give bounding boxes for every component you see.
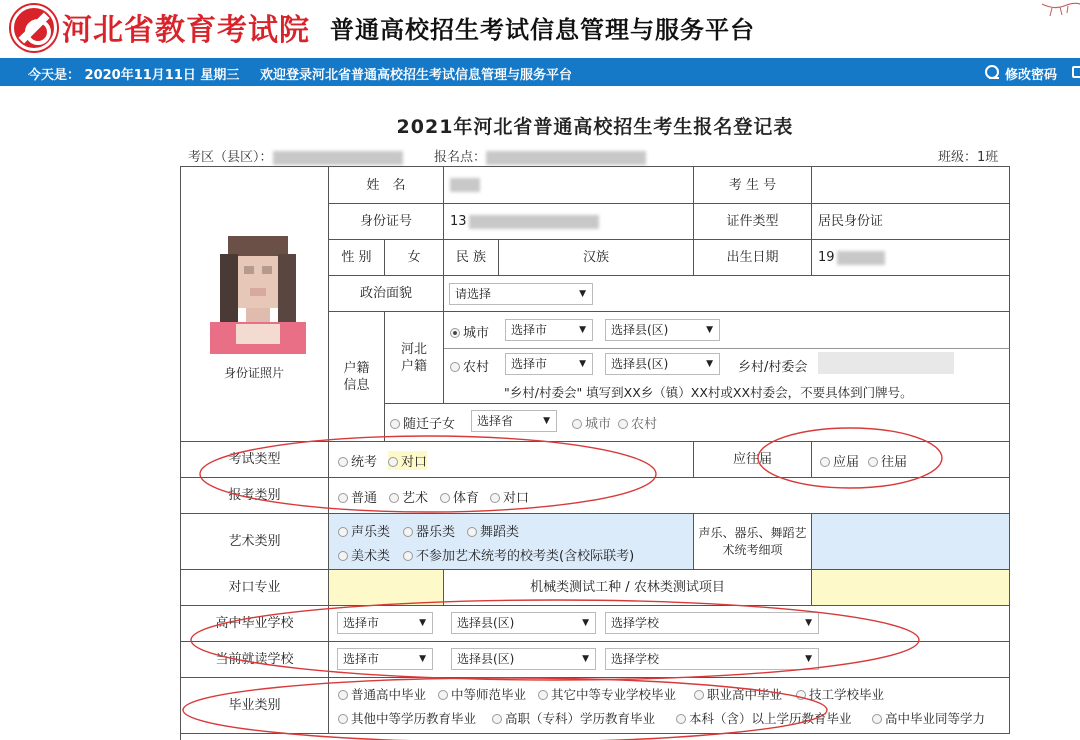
site-header (0, 0, 1080, 56)
politics-select[interactable]: 请选择 ▼ (449, 283, 593, 305)
cert-type-label: 证件类型 (694, 204, 812, 240)
art-detail-label: 声乐、器乐、舞蹈艺术统考细项 (694, 514, 812, 570)
birth-label: 出生日期 (694, 240, 812, 276)
city-select-county[interactable]: 选择县(区) ▼ (605, 319, 720, 341)
village-label: 乡村/村委会 (738, 360, 808, 375)
village-input[interactable] (818, 352, 954, 374)
site-label: 报名点： (434, 150, 487, 165)
change-password-link[interactable]: 修改密码 (1005, 68, 1058, 83)
grad-option-4[interactable]: 技工学校毕业 (796, 685, 884, 703)
art-option-2[interactable]: 舞蹈类 (467, 521, 519, 540)
grad-option-6[interactable]: 高职（专科）学历教育毕业 (492, 709, 655, 727)
hukou-rural-radio[interactable]: 农村 (450, 356, 489, 375)
category-option-3[interactable]: 对口 (490, 487, 529, 506)
art-label: 艺术类别 (181, 514, 329, 570)
grad-option-1[interactable]: 中等师范毕业 (438, 685, 526, 703)
site-value-redacted (486, 151, 646, 165)
city-select-city[interactable]: 选择市 ▼ (505, 319, 593, 341)
org-name: 河北省教育考试院 (62, 13, 310, 48)
vocational-test-cell[interactable] (812, 570, 1010, 606)
grad-type-label: 毕业类别 (181, 678, 329, 734)
grad-option-7[interactable]: 本科（含）以上学历教育毕业 (676, 709, 852, 727)
nation-label: 民 族 (444, 240, 499, 276)
photo-label: 身份证照片 (223, 366, 284, 380)
current-city-select[interactable]: 选择市 ▼ (337, 648, 433, 670)
info-bar (0, 58, 1080, 86)
migrant-radio[interactable]: 随迁子女 (390, 413, 455, 432)
site-info (434, 146, 646, 165)
welcome-text: 欢迎登录河北省普通高校招生考试信息管理与服务平台 (260, 68, 573, 83)
exam-type-option-1[interactable]: 对口 (388, 451, 427, 470)
hs-grad-label: 高中毕业学校 (181, 606, 329, 642)
hukou-label: 户籍信息 (329, 312, 385, 442)
hs-grad-county-select[interactable]: 选择县(区) ▼ (451, 612, 596, 634)
class-label: 班级：1班 (938, 150, 999, 165)
county-label: 考区（县区）： (188, 150, 273, 165)
branch-decoration-icon (1040, 0, 1080, 20)
vocational-test-label: 机械类测试工种 / 农林类测试项目 (444, 570, 812, 606)
rural-select-city[interactable]: 选择市 ▼ (505, 353, 593, 375)
art-detail-cell (812, 514, 1010, 570)
migrant-city-radio[interactable]: 城市 (572, 413, 611, 432)
exam-no-value (812, 167, 1010, 204)
hebei-hukou-label: 河北户籍 (385, 312, 444, 404)
category-option-2[interactable]: 体育 (440, 487, 479, 506)
art-option-1[interactable]: 器乐类 (403, 521, 455, 540)
fresh-option-0[interactable]: 应届 (820, 451, 859, 470)
grad-option-8[interactable]: 高中毕业同等学力 (872, 709, 985, 727)
vocational-cell[interactable] (329, 570, 444, 606)
hukou-city-radio[interactable]: 城市 (450, 322, 489, 341)
cert-type-value: 居民身份证 (812, 204, 1010, 240)
grad-option-2[interactable]: 其它中等专业学校毕业 (538, 685, 676, 703)
name-value[interactable] (444, 167, 694, 204)
birth-value: 19 (812, 240, 1010, 276)
vocational-label: 对口专业 (181, 570, 329, 606)
migrant-province-select[interactable]: 选择省 ▼ (471, 410, 557, 432)
art-option-0[interactable]: 声乐类 (338, 521, 390, 540)
id-photo (206, 232, 310, 354)
exam-type-option-0[interactable]: 统考 (338, 451, 377, 470)
exam-type-cell (329, 442, 694, 478)
current-school-select[interactable]: 选择学校 ▼ (605, 648, 819, 670)
form-title: 2021年河北省普通高校招生考生报名登记表 (396, 116, 794, 138)
politics-label: 政治面貌 (329, 276, 444, 312)
grad-option-0[interactable]: 普通高中毕业 (338, 685, 426, 703)
village-note: "乡村/村委会" 填写到XX乡（镇）XX村或XX村委会，不要具体到门牌号。 (504, 385, 913, 400)
fresh-option-1[interactable]: 往届 (868, 451, 907, 470)
category-label: 报考类别 (181, 478, 329, 514)
change-password-icon[interactable] (985, 65, 999, 79)
category-cell (329, 478, 1010, 514)
art-option-3[interactable]: 美术类 (338, 545, 390, 564)
logout-icon[interactable] (1072, 66, 1080, 78)
id-no-label: 身份证号 (329, 204, 444, 240)
grad-option-5[interactable]: 其他中等学历教育毕业 (338, 709, 476, 727)
hs-grad-city-select[interactable]: 选择市 ▼ (337, 612, 433, 634)
fresh-label: 应往届 (694, 442, 812, 478)
current-county-select[interactable]: 选择县(区) ▼ (451, 648, 596, 670)
id-no-value[interactable]: 13 (444, 204, 694, 240)
hs-grad-school-select[interactable]: 选择学校 ▼ (605, 612, 819, 634)
county-value-redacted (273, 151, 403, 165)
exam-authority-logo-icon (11, 5, 57, 51)
category-option-1[interactable]: 艺术 (389, 487, 428, 506)
rural-select-county[interactable]: 选择县(区) ▼ (605, 353, 720, 375)
art-option-4[interactable]: 不参加艺术统考的校考类(含校际联考) (403, 545, 634, 564)
grad-option-3[interactable]: 职业高中毕业 (694, 685, 782, 703)
gender-label: 性 别 (329, 240, 385, 276)
today-date: 今天是： 2020年11月11日 星期三 (28, 68, 240, 83)
name-label: 姓 名 (329, 167, 444, 204)
platform-name: 普通高校招生考试信息管理与服务平台 (330, 16, 755, 44)
exam-no-label: 考 生 号 (694, 167, 812, 204)
nation-value: 汉族 (499, 240, 694, 276)
exam-type-label: 考试类型 (181, 442, 329, 478)
gender-value: 女 (385, 240, 444, 276)
county-info (188, 146, 403, 165)
category-option-0[interactable]: 普通 (338, 487, 377, 506)
current-school-label: 当前就读学校 (181, 642, 329, 678)
migrant-rural-radio[interactable]: 农村 (618, 413, 657, 432)
